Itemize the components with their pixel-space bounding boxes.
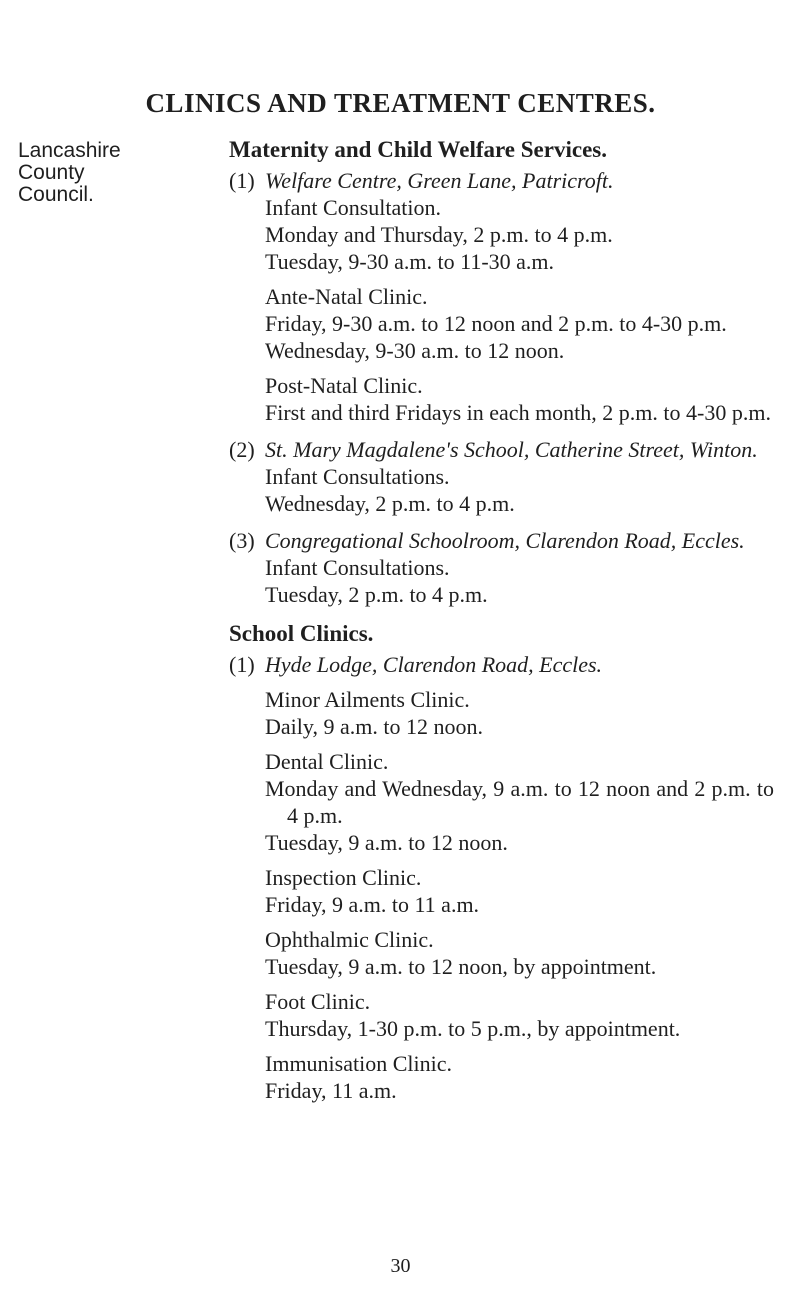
margin-note-line: Lancashire [18,139,121,162]
session-label: Ophthalmic Clinic. [265,927,434,952]
session-label: Infant Consultation. [265,195,441,220]
section-heading-school: School Clinics. [229,621,374,646]
session-label: Post-Natal Clinic. [265,373,423,398]
session-time: Friday, 9 a.m. to 11 a.m. [265,892,480,917]
entry-number: (2) [229,437,255,462]
session-time: Tuesday, 9-30 a.m. to 11-30 a.m. [265,249,555,274]
page-title: CLINICS AND TREATMENT CENTRES. [145,88,656,118]
margin-note [18,140,121,206]
session-time: Tuesday, 2 p.m. to 4 p.m. [265,582,488,607]
entry-place: Congregational Schoolroom, Clarendon Road, Eccles. [265,528,745,553]
session-label: Infant Consultations. [265,464,450,489]
section-heading-maternity: Maternity and Child Welfare Services. [229,137,607,162]
session-time: Friday, 11 a.m. [265,1078,397,1103]
entry-place: St. Mary Magdalene's School, Catherine Street, Winton. [265,437,758,462]
session-time: Wednesday, 2 p.m. to 4 p.m. [265,491,515,516]
session-label: Foot Clinic. [265,989,371,1014]
margin-note-line: County [18,161,85,184]
session-time: First and third Fridays in each month, 2 p.m. to 4-30 p.m. [265,400,771,425]
clinic-entry [229,436,774,517]
session-label: Infant Consultations. [265,555,450,580]
session-time: Thursday, 1-30 p.m. to 5 p.m., by appointment. [265,1016,681,1041]
session-time: Friday, 9-30 a.m. to 12 noon and 2 p.m. to 4-30 p.m. [265,311,727,336]
margin-note-line: Council. [18,183,94,206]
entry-number: (1) [229,652,255,677]
main-content [229,136,774,1111]
session-label: Minor Ailments Clinic. [265,687,470,712]
session-label: Immunisation Clinic. [265,1051,452,1076]
session-time: Tuesday, 9 a.m. to 12 noon. [265,830,508,855]
entry-number: (3) [229,528,255,553]
entry-number: (1) [229,168,255,193]
session-label: Inspection Clinic. [265,865,422,890]
entry-place: Welfare Centre, Green Lane, Patricroft. [265,168,614,193]
clinic-entry [229,167,774,426]
entry-place: Hyde Lodge, Clarendon Road, Eccles. [265,652,603,677]
session-label: Ante-Natal Clinic. [265,284,428,309]
session-time: Daily, 9 a.m. to 12 noon. [265,714,483,739]
session-time: Monday and Thursday, 2 p.m. to 4 p.m. [265,222,613,247]
session-time: Wednesday, 9-30 a.m. to 12 noon. [265,338,565,363]
clinic-entry [229,651,774,1104]
page-number: 30 [390,1255,411,1277]
clinic-entry [229,527,774,608]
session-time: Monday and Wednesday, 9 a.m. to 12 noon and 2 p.m. to 4 p.m. [265,776,774,828]
session-time: Tuesday, 9 a.m. to 12 noon, by appointment. [265,954,657,979]
session-label: Dental Clinic. [265,749,389,774]
